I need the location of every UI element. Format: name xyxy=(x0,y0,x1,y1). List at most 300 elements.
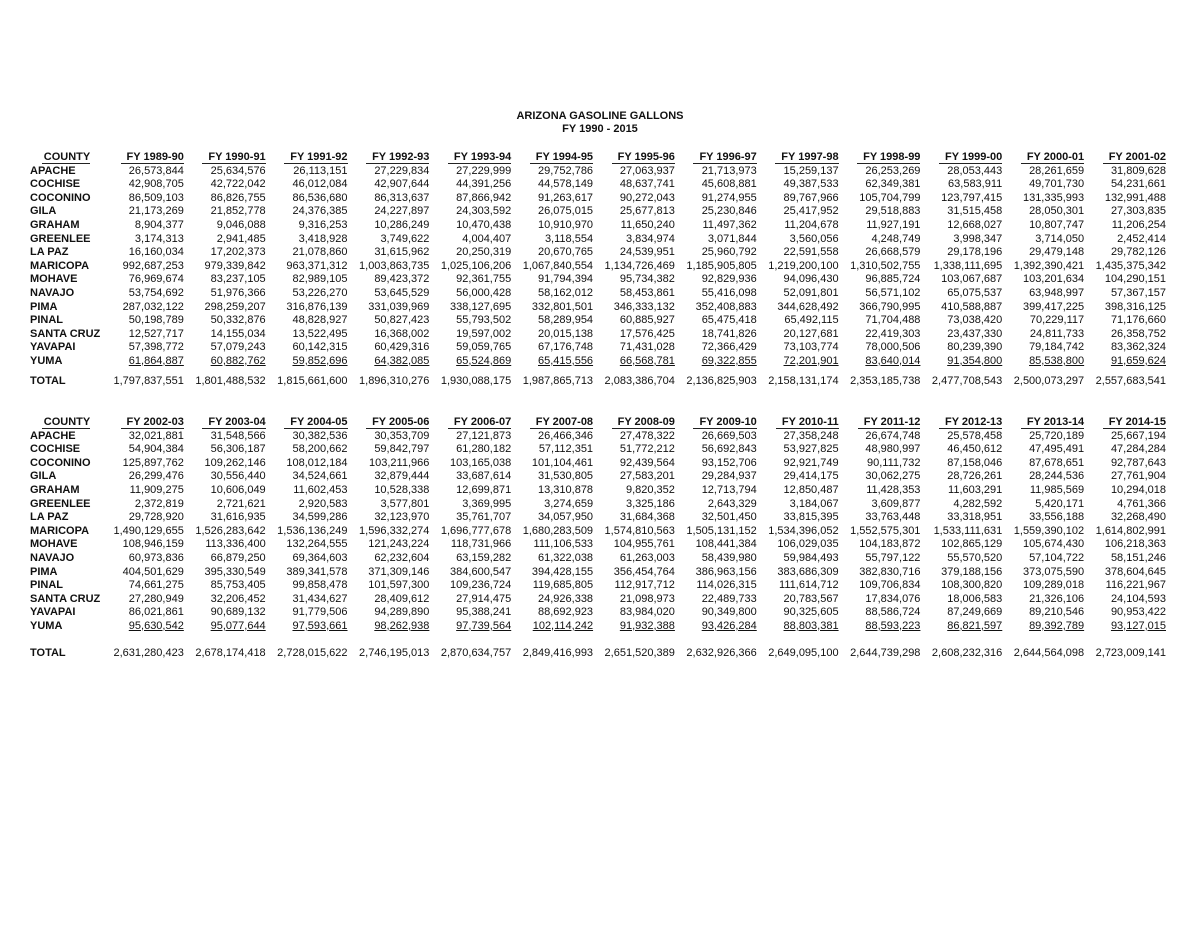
gallons-cell xyxy=(1084,511,1166,525)
county-name: PINAL xyxy=(30,579,63,592)
column-header-fy xyxy=(429,416,511,430)
gallons-cell xyxy=(1002,165,1084,179)
gallons-cell xyxy=(102,511,184,525)
gallons-cell xyxy=(429,498,511,512)
column-header-label: FY 2003-04 xyxy=(202,417,265,429)
county-name: GILA xyxy=(30,205,57,218)
gallons-cell xyxy=(102,457,184,471)
county-name: COCONINO xyxy=(30,456,91,469)
column-header-label: COUNTY xyxy=(43,416,91,428)
gallons-value: 53,645,529 xyxy=(374,286,430,299)
column-header-fy xyxy=(675,151,757,165)
gallons-value: 109,262,146 xyxy=(204,456,266,469)
gallons-cell xyxy=(839,192,921,206)
gallons-cell xyxy=(511,341,593,355)
county-name: GRAHAM xyxy=(30,483,80,496)
gallons-cell xyxy=(429,314,511,328)
gallons-cell xyxy=(429,246,511,260)
gallons-value: 52,091,801 xyxy=(783,286,839,299)
column-header-county xyxy=(30,416,102,430)
gallons-cell xyxy=(184,443,266,457)
gallons-value: 104,955,761 xyxy=(613,538,675,551)
gallons-cell xyxy=(511,470,593,484)
gallons-cell xyxy=(839,178,921,192)
gallons-value: 90,111,732 xyxy=(867,456,921,469)
gallons-cell xyxy=(920,593,1002,607)
gallons-value: 1,338,111,695 xyxy=(933,259,1003,272)
gallons-cell xyxy=(348,470,430,484)
gallons-value: 398,316,125 xyxy=(1104,300,1166,313)
gallons-cell xyxy=(184,430,266,444)
gallons-cell xyxy=(348,457,430,471)
gallons-cell xyxy=(839,205,921,219)
gallons-cell xyxy=(593,219,675,233)
gallons-value: 1,505,131,152 xyxy=(686,524,757,537)
gallons-value: 132,991,488 xyxy=(1104,191,1166,204)
gallons-cell xyxy=(920,552,1002,566)
gallons-value: 25,634,576 xyxy=(210,164,266,177)
gallons-value: 111,614,712 xyxy=(779,579,839,592)
gallons-value: 28,050,301 xyxy=(1029,205,1085,218)
gallons-value: 14,155,034 xyxy=(210,327,266,340)
gallons-value: 26,466,346 xyxy=(538,429,594,442)
gallons-value: 83,640,014 xyxy=(865,354,921,367)
gallons-cell xyxy=(920,341,1002,355)
gallons-value: 316,876,139 xyxy=(286,300,348,313)
total-value: 2,649,095,100 xyxy=(768,646,839,659)
column-header-fy xyxy=(511,416,593,430)
gallons-cell xyxy=(348,219,430,233)
gallons-value: 1,596,332,274 xyxy=(359,524,430,537)
gallons-cell xyxy=(266,552,348,566)
gallons-value: 29,728,920 xyxy=(128,511,184,524)
column-header-fy xyxy=(348,151,430,165)
gallons-cell xyxy=(348,273,430,287)
gallons-cell xyxy=(1002,301,1084,315)
gallons-value: 45,608,881 xyxy=(701,178,757,191)
gallons-value: 57,079,243 xyxy=(210,341,266,354)
gallons-value: 80,239,390 xyxy=(947,341,1003,354)
gallons-cell xyxy=(675,341,757,355)
gallons-cell xyxy=(675,314,757,328)
gallons-cell xyxy=(593,260,675,274)
gallons-value: 9,046,088 xyxy=(216,218,266,231)
gallons-value: 86,313,637 xyxy=(374,191,430,204)
gallons-value: 56,571,102 xyxy=(865,286,921,299)
gallons-value: 21,326,106 xyxy=(1029,592,1085,605)
gallons-cell xyxy=(102,538,184,552)
gallons-value: 16,160,034 xyxy=(128,246,184,259)
gallons-cell xyxy=(348,484,430,498)
gallons-value: 26,299,476 xyxy=(128,470,184,483)
gallons-cell xyxy=(757,355,839,369)
gallons-value: 55,416,098 xyxy=(701,286,757,299)
gallons-cell xyxy=(1084,484,1166,498)
gallons-value: 20,250,319 xyxy=(456,246,512,259)
gallons-cell xyxy=(348,260,430,274)
gallons-value: 24,811,733 xyxy=(1029,327,1085,340)
gallons-cell xyxy=(920,260,1002,274)
gallons-cell xyxy=(1084,443,1166,457)
gallons-cell xyxy=(266,260,348,274)
gallons-value: 992,687,253 xyxy=(122,259,184,272)
column-header-label: FY 2010-11 xyxy=(776,417,839,429)
county-name: LA PAZ xyxy=(30,246,69,259)
gallons-cell xyxy=(102,328,184,342)
gallons-value: 50,198,789 xyxy=(128,314,184,327)
gallons-value: 31,548,566 xyxy=(210,429,266,442)
gallons-cell xyxy=(1084,579,1166,593)
gallons-value: 10,910,970 xyxy=(538,218,594,231)
column-header-fy xyxy=(839,151,921,165)
gallons-value: 98,262,938 xyxy=(374,619,430,632)
gallons-value: 65,415,556 xyxy=(538,354,594,367)
gallons-cell xyxy=(1002,205,1084,219)
gallons-value: 356,454,764 xyxy=(613,565,675,578)
gallons-value: 26,075,015 xyxy=(538,205,594,218)
gallons-cell xyxy=(839,552,921,566)
gallons-cell xyxy=(757,165,839,179)
gallons-value: 60,142,315 xyxy=(292,341,348,354)
gallons-value: 93,426,284 xyxy=(701,619,757,632)
gallons-value: 57,398,772 xyxy=(128,341,184,354)
gallons-cell xyxy=(184,165,266,179)
gallons-value: 109,236,724 xyxy=(450,579,512,592)
gallons-cell xyxy=(757,192,839,206)
gallons-cell xyxy=(184,178,266,192)
gallons-value: 3,118,554 xyxy=(544,232,594,245)
gallons-value: 62,232,604 xyxy=(374,551,430,564)
column-header-fy xyxy=(593,416,675,430)
column-header-label: FY 1994-95 xyxy=(530,152,593,164)
gallons-value: 88,692,923 xyxy=(538,606,594,619)
gallons-value: 51,772,212 xyxy=(619,443,675,456)
document-subtitle: FY 1990 - 2015 xyxy=(562,123,638,135)
gallons-cell xyxy=(593,430,675,444)
county-name: SANTA CRUZ xyxy=(30,592,101,605)
column-header-fy xyxy=(757,416,839,430)
gallons-cell xyxy=(1002,470,1084,484)
county-name: YUMA xyxy=(30,354,63,367)
county-name: GILA xyxy=(30,470,57,483)
gallons-value: 57,367,157 xyxy=(1110,286,1166,299)
gallons-value: 20,783,567 xyxy=(783,592,839,605)
gallons-cell xyxy=(757,430,839,444)
gallons-cell xyxy=(757,273,839,287)
gallons-cell xyxy=(429,328,511,342)
gallons-cell xyxy=(184,566,266,580)
gallons-cell xyxy=(348,566,430,580)
gallons-cell xyxy=(1084,593,1166,607)
gallons-value: 26,358,752 xyxy=(1110,327,1166,340)
gallons-cell xyxy=(266,511,348,525)
gallons-value: 2,372,819 xyxy=(134,497,184,510)
gallons-value: 410,588,887 xyxy=(941,300,1003,313)
gallons-cell xyxy=(348,341,430,355)
gallons-value: 66,879,250 xyxy=(210,551,266,564)
gallons-cell xyxy=(348,287,430,301)
gallons-value: 3,577,801 xyxy=(380,497,430,510)
table-row xyxy=(30,552,1166,566)
gallons-value: 25,677,813 xyxy=(619,205,675,218)
gallons-value: 25,578,458 xyxy=(947,429,1003,442)
column-header-label: FY 1998-99 xyxy=(857,152,920,164)
gallons-value: 44,391,256 xyxy=(456,178,512,191)
gallons-cell xyxy=(920,538,1002,552)
gallons-cell xyxy=(266,246,348,260)
table-row xyxy=(30,301,1166,315)
gallons-value: 95,630,542 xyxy=(128,619,184,632)
document-title: ARIZONA GASOLINE GALLONS xyxy=(516,110,684,122)
gallons-cell xyxy=(839,341,921,355)
gallons-value: 30,382,536 xyxy=(292,429,348,442)
gallons-cell xyxy=(1002,314,1084,328)
gallons-value: 92,439,564 xyxy=(619,456,675,469)
county-name: COCHISE xyxy=(30,443,81,456)
gallons-value: 13,310,878 xyxy=(538,483,594,496)
gallons-cell xyxy=(920,273,1002,287)
gallons-value: 12,850,487 xyxy=(783,483,839,496)
gallons-cell xyxy=(757,260,839,274)
gallons-value: 27,303,835 xyxy=(1110,205,1166,218)
gallons-cell xyxy=(102,260,184,274)
gallons-value: 58,289,954 xyxy=(538,314,594,327)
gallons-cell xyxy=(1002,620,1084,634)
gallons-value: 92,829,936 xyxy=(701,273,757,286)
gallons-cell xyxy=(348,593,430,607)
gallons-value: 3,834,974 xyxy=(625,232,675,245)
county-name: MOHAVE xyxy=(30,538,78,551)
gallons-value: 47,284,284 xyxy=(1110,443,1166,456)
gallons-cell xyxy=(348,355,430,369)
total-value: 1,930,088,175 xyxy=(440,374,512,387)
gallons-cell xyxy=(184,470,266,484)
gallons-cell xyxy=(839,246,921,260)
gallons-cell xyxy=(184,538,266,552)
gallons-value: 66,568,781 xyxy=(619,354,675,367)
gallons-value: 93,127,015 xyxy=(1110,619,1166,632)
county-name: NAVAJO xyxy=(30,551,75,564)
gallons-value: 111,106,533 xyxy=(533,538,594,551)
gallons-value: 58,162,012 xyxy=(538,286,594,299)
gallons-cell xyxy=(757,552,839,566)
gallons-cell xyxy=(675,219,757,233)
gallons-cell xyxy=(1084,552,1166,566)
gallons-cell xyxy=(1084,525,1166,539)
total-value: 2,500,073,297 xyxy=(1013,374,1085,387)
gallons-cell xyxy=(429,301,511,315)
gallons-cell xyxy=(920,620,1002,634)
gallons-cell xyxy=(266,355,348,369)
gallons-value: 73,038,420 xyxy=(947,314,1003,327)
gallons-value: 50,827,423 xyxy=(374,314,430,327)
table-row xyxy=(30,593,1166,607)
table-row xyxy=(30,246,1166,260)
gallons-cell xyxy=(348,430,430,444)
table-row xyxy=(30,205,1166,219)
gallons-cell xyxy=(1084,246,1166,260)
table-row xyxy=(30,566,1166,580)
gallons-value: 4,248,749 xyxy=(871,232,921,245)
gallons-value: 61,322,038 xyxy=(538,551,594,564)
column-header-label: FY 1996-97 xyxy=(693,152,756,164)
gallons-value: 132,264,555 xyxy=(286,538,348,551)
gallons-value: 16,368,002 xyxy=(374,327,430,340)
gallons-cell xyxy=(675,606,757,620)
gallons-value: 1,185,905,805 xyxy=(686,259,757,272)
gallons-cell xyxy=(757,246,839,260)
gallons-value: 65,492,115 xyxy=(784,314,839,327)
gallons-cell xyxy=(675,579,757,593)
table-row xyxy=(30,233,1166,247)
gallons-cell xyxy=(1084,620,1166,634)
gallons-cell xyxy=(1084,430,1166,444)
gallons-value: 48,828,927 xyxy=(292,314,348,327)
gallons-cell xyxy=(675,273,757,287)
gallons-cell xyxy=(1002,566,1084,580)
gallons-cell xyxy=(920,579,1002,593)
gallons-cell xyxy=(1002,219,1084,233)
gallons-cell xyxy=(839,511,921,525)
gallons-cell xyxy=(511,525,593,539)
gallons-cell xyxy=(839,525,921,539)
gallons-cell xyxy=(348,314,430,328)
gallons-cell xyxy=(511,328,593,342)
gallons-cell xyxy=(184,484,266,498)
gallons-value: 3,714,050 xyxy=(1035,232,1085,245)
gallons-cell xyxy=(184,341,266,355)
total-value: 2,632,926,366 xyxy=(686,646,757,659)
gallons-value: 12,713,794 xyxy=(701,483,757,496)
gallons-value: 26,573,844 xyxy=(128,164,184,177)
gallons-cell xyxy=(102,566,184,580)
gallons-value: 102,114,242 xyxy=(532,619,594,632)
gallons-cell xyxy=(920,566,1002,580)
total-value: 2,746,195,013 xyxy=(359,646,430,659)
gallons-value: 31,530,805 xyxy=(538,470,594,483)
gallons-value: 963,371,312 xyxy=(286,259,348,272)
column-header-label: FY 1990-91 xyxy=(202,152,265,164)
gallons-cell xyxy=(511,511,593,525)
gallons-cell xyxy=(266,341,348,355)
total-row xyxy=(30,647,1166,661)
gallons-value: 11,602,453 xyxy=(293,483,348,496)
gallons-value: 69,322,855 xyxy=(701,354,757,367)
gallons-cell xyxy=(429,192,511,206)
table-row xyxy=(30,430,1166,444)
gallons-value: 106,218,363 xyxy=(1104,538,1166,551)
gallons-value: 21,852,778 xyxy=(210,205,266,218)
gallons-value: 1,219,200,100 xyxy=(768,259,839,272)
gallons-cell xyxy=(429,205,511,219)
gallons-value: 90,272,043 xyxy=(619,191,675,204)
gallons-cell xyxy=(429,579,511,593)
gallons-cell xyxy=(1002,484,1084,498)
gallons-cell xyxy=(839,273,921,287)
column-header-label: FY 1997-98 xyxy=(775,152,838,164)
gallons-value: 4,282,592 xyxy=(953,497,1003,510)
gallons-value: 103,201,634 xyxy=(1022,273,1085,286)
gallons-cell xyxy=(429,484,511,498)
county-name: LA PAZ xyxy=(30,511,69,524)
gallons-value: 59,842,797 xyxy=(374,443,430,456)
gallons-value: 78,000,506 xyxy=(865,341,921,354)
gallons-value: 101,104,461 xyxy=(531,456,594,469)
gallons-cell xyxy=(920,525,1002,539)
gallons-cell xyxy=(266,538,348,552)
gallons-cell xyxy=(920,178,1002,192)
gallons-value: 33,687,614 xyxy=(456,470,512,483)
gallons-value: 61,864,887 xyxy=(128,354,184,367)
gallons-value: 113,336,400 xyxy=(205,538,266,551)
gallons-value: 97,593,661 xyxy=(292,619,348,632)
gallons-cell xyxy=(429,593,511,607)
table-row xyxy=(30,620,1166,634)
gallons-value: 103,211,966 xyxy=(369,456,430,469)
gallons-cell xyxy=(675,620,757,634)
gallons-value: 331,039,969 xyxy=(368,300,430,313)
gallons-value: 61,280,182 xyxy=(456,443,512,456)
gallons-cell xyxy=(757,525,839,539)
total-label: TOTAL xyxy=(30,374,66,387)
gallons-cell xyxy=(757,498,839,512)
gallons-value: 33,556,188 xyxy=(1029,511,1085,524)
gallons-value: 29,178,196 xyxy=(947,246,1003,259)
gallons-value: 54,231,661 xyxy=(1110,178,1166,191)
gallons-value: 29,414,175 xyxy=(783,470,839,483)
gallons-cell xyxy=(839,219,921,233)
gallons-value: 65,475,418 xyxy=(701,314,757,327)
gallons-cell xyxy=(429,470,511,484)
gallons-value: 105,704,799 xyxy=(859,191,921,204)
gallons-value: 11,204,678 xyxy=(784,218,839,231)
gallons-value: 27,761,904 xyxy=(1110,470,1166,483)
gallons-cell xyxy=(429,355,511,369)
gallons-cell xyxy=(675,525,757,539)
gallons-cell xyxy=(511,246,593,260)
gallons-value: 51,976,366 xyxy=(210,286,266,299)
gallons-cell xyxy=(511,566,593,580)
gallons-value: 10,606,049 xyxy=(210,483,266,496)
gallons-cell xyxy=(920,457,1002,471)
gallons-cell xyxy=(1084,301,1166,315)
total-value: 2,723,009,141 xyxy=(1095,646,1166,659)
gallons-cell xyxy=(184,593,266,607)
table-row xyxy=(30,525,1166,539)
gallons-value: 91,659,624 xyxy=(1110,354,1166,367)
gallons-value: 1,680,283,509 xyxy=(522,524,594,537)
column-header-fy xyxy=(184,151,266,165)
gallons-value: 28,726,261 xyxy=(947,470,1003,483)
gallons-value: 22,419,303 xyxy=(865,327,921,340)
gallons-value: 31,515,458 xyxy=(947,205,1003,218)
gallons-cell xyxy=(675,593,757,607)
gallons-cell xyxy=(593,165,675,179)
gallons-cell xyxy=(266,328,348,342)
gallons-cell xyxy=(1002,579,1084,593)
gallons-cell xyxy=(184,620,266,634)
total-value: 2,158,131,174 xyxy=(768,374,839,387)
gallons-cell xyxy=(266,287,348,301)
gallons-value: 103,067,687 xyxy=(941,273,1003,286)
gallons-cell xyxy=(1084,273,1166,287)
gallons-value: 11,206,254 xyxy=(1111,218,1166,231)
gallons-cell xyxy=(511,287,593,301)
gallons-cell xyxy=(429,165,511,179)
gallons-value: 91,354,800 xyxy=(947,354,1003,367)
gallons-cell xyxy=(1002,260,1084,274)
county-name: APACHE xyxy=(30,429,76,442)
